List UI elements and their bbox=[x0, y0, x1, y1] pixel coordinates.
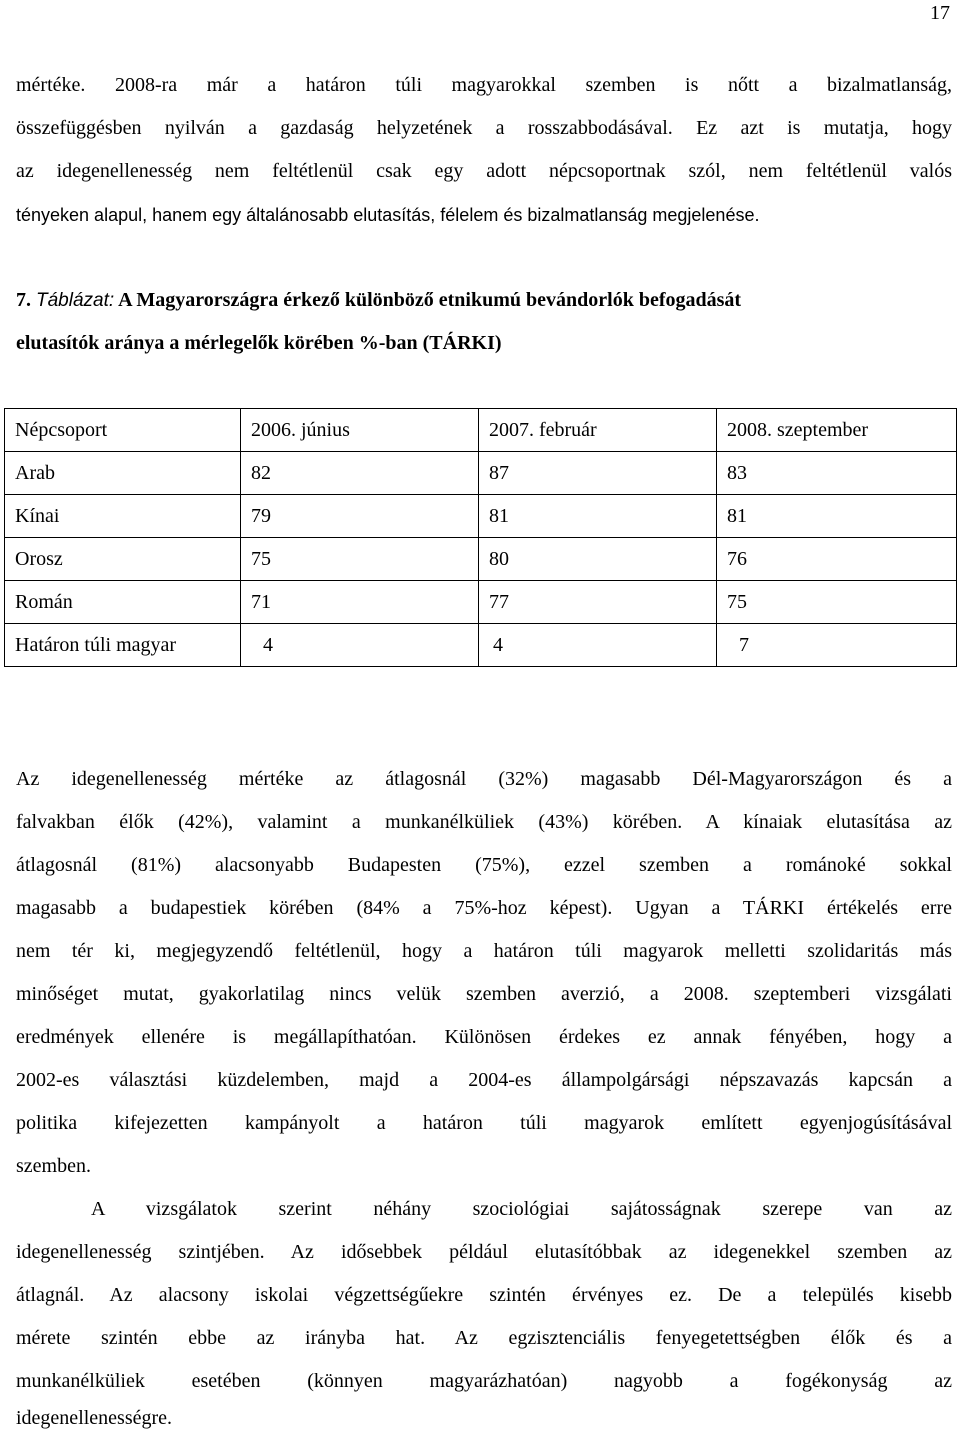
table-row bbox=[5, 581, 957, 624]
table-header-row bbox=[5, 409, 957, 452]
table-cell: Román bbox=[5, 581, 241, 624]
para2-line-9: politika kifejezetten kampányolt a határon túli magyarok említett egyenjogúsításával bbox=[16, 1112, 952, 1134]
para1-line-2: összefüggésben nyilván a gazdaság helyzetének a rosszabbodásával. Ez azt is mutatja, hogy bbox=[16, 117, 952, 139]
caption-title-line-2: elutasítók aránya a mérlegelők körében %-ban (TÁRKI) bbox=[16, 332, 502, 354]
table-cell: Kínai bbox=[5, 495, 241, 538]
para1-line-3: az idegenellenesség nem feltétlenül csak egy adott népcsoportnak szól, nem feltétlenül valós bbox=[16, 160, 952, 182]
para3-line-3: átlagnál. Az alacsony iskolai végzettségűekre szintén érvényes ez. De a település kisebb bbox=[16, 1284, 952, 1306]
para2-line-7: eredmények ellenére is megállapíthatóan. Különösen érdekes ez annak fényében, hogy a bbox=[16, 1026, 952, 1048]
para2-line-8: 2002-es választási küzdelemben, majd a 2004-es állampolgársági népszavazás kapcsán a bbox=[16, 1069, 952, 1091]
table-cell: 82 bbox=[240, 452, 478, 495]
para3-line-5: munkanélküliek esetében (könnyen magyarázhatóan) nagyobb a fogékonyság az bbox=[16, 1370, 952, 1392]
table-row bbox=[5, 624, 957, 667]
para2-line-10: szemben. bbox=[16, 1155, 91, 1177]
caption-number: 7. bbox=[16, 289, 31, 311]
table-cell: 77 bbox=[478, 581, 716, 624]
para3-line-2: idegenellenesség szintjében. Az idősebbek például elutasítóbbak az idegenekkel szemben az bbox=[16, 1241, 952, 1263]
data-table bbox=[4, 408, 957, 667]
table-cell: 75 bbox=[716, 581, 956, 624]
table-cell: Arab bbox=[5, 452, 241, 495]
para1-line-1: mértéke. 2008-ra már a határon túli magyarokkal szemben is nőtt a bizalmatlanság, bbox=[16, 74, 952, 96]
para2-line-2: falvakban élők (42%), valamint a munkanélküliek (43%) körében. A kínaiak elutasítása az bbox=[16, 811, 952, 833]
para2-line-1: Az idegenellenesség mértéke az átlagosnál (32%) magasabb Dél-Magyarországon és a bbox=[16, 768, 952, 790]
header-cell: Népcsoport bbox=[5, 409, 241, 452]
caption-label: Táblázat: bbox=[36, 290, 115, 311]
para2-line-6: minőséget mutat, gyakorlatilag nincs velük szemben averzió, a 2008. szeptemberi vizsgálati bbox=[16, 983, 952, 1005]
para2-line-4: magasabb a budapestiek körében (84% a 75%-hoz képest). Ugyan a TÁRKI értékelés erre bbox=[16, 897, 952, 919]
table-cell: 81 bbox=[716, 495, 956, 538]
para3-line-6: idegenellenességre. bbox=[16, 1407, 173, 1429]
para3-line-1: A vizsgálatok szerint néhány szociológiai sajátosságnak szerepe van az bbox=[91, 1198, 952, 1220]
table-cell: 80 bbox=[478, 538, 716, 581]
para2-line-5: nem tér ki, megjegyzendő feltétlenül, hogy a határon túli magyarok melletti szolidaritás más bbox=[16, 940, 952, 962]
table-cell: 87 bbox=[478, 452, 716, 495]
table-cell: 75 bbox=[240, 538, 478, 581]
table-cell: 83 bbox=[716, 452, 956, 495]
para1-line-4: tényeken alapul, hanem egy általánosabb elutasítás, félelem és bizalmatlanság megjelenése. bbox=[16, 205, 760, 225]
header-cell: 2007. február bbox=[478, 409, 716, 452]
table-cell: 4 bbox=[240, 624, 478, 667]
table-row bbox=[5, 538, 957, 581]
table-row bbox=[5, 495, 957, 538]
table-cell: 4 bbox=[478, 624, 716, 667]
caption-title-line-1: A Magyarországra érkező különböző etnikumú bevándorlók befogadását bbox=[118, 289, 742, 311]
table-cell: 7 bbox=[716, 624, 956, 667]
para2-line-3: átlagosnál (81%) alacsonyabb Budapesten (75%), ezzel szemben a románoké sokkal bbox=[16, 854, 952, 876]
table-cell: 76 bbox=[716, 538, 956, 581]
table-cell: 81 bbox=[478, 495, 716, 538]
page-number: 17 bbox=[930, 2, 950, 24]
table-cell: Határon túli magyar bbox=[5, 624, 241, 667]
table-row bbox=[5, 452, 957, 495]
table-cell: Orosz bbox=[5, 538, 241, 581]
table-cell: 79 bbox=[240, 495, 478, 538]
para3-line-4: mérete szintén ebbe az irányba hat. Az egzisztenciális fenyegetettségben élők és a bbox=[16, 1327, 952, 1349]
table-cell: 71 bbox=[240, 581, 478, 624]
header-cell: 2008. szeptember bbox=[716, 409, 956, 452]
header-cell: 2006. június bbox=[240, 409, 478, 452]
table-caption bbox=[16, 287, 952, 314]
